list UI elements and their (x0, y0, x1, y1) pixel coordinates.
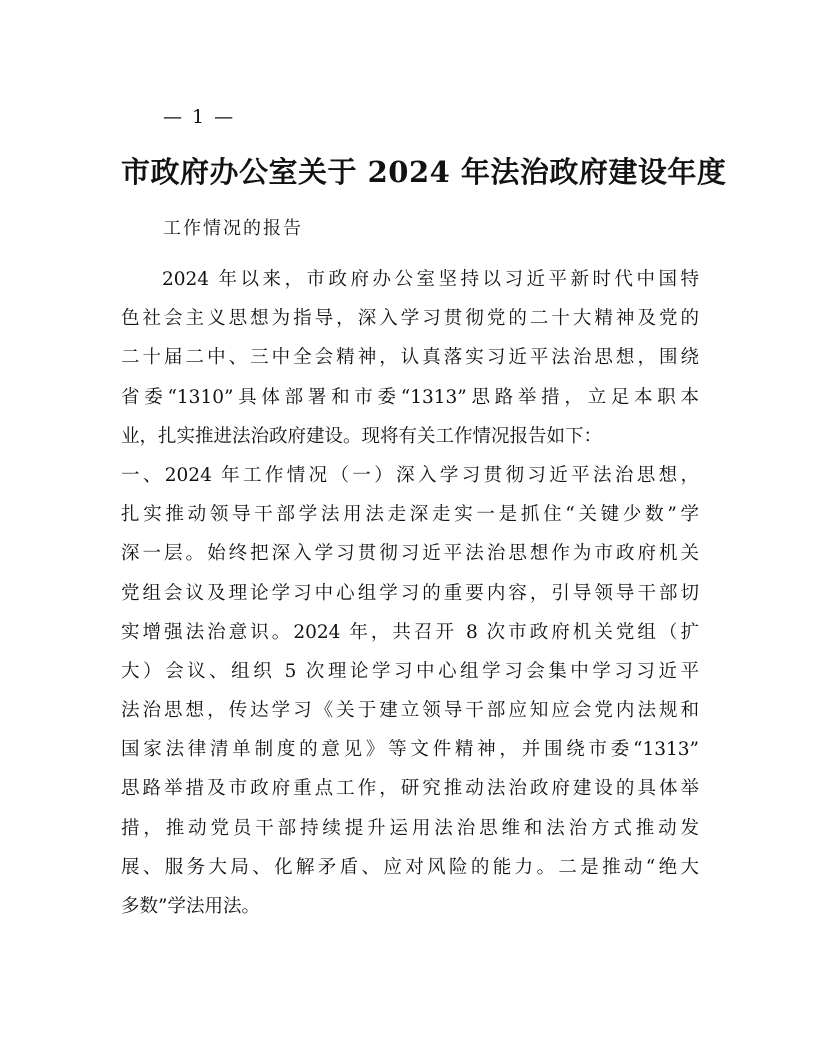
body-line: 展、服务大局、化解矛盾、应对风险的能力。二是推动“绝大 (121, 856, 699, 878)
body-line: 一、2024 年工作情况（一）深入学习贯彻习近平法治思想， (121, 464, 699, 486)
body-line: 多数”学法用法。 (121, 896, 260, 917)
body-line: 2024 年以来，市政府办公室坚持以习近平新时代中国特 (162, 269, 699, 290)
body-line: 法治思想，传达学习《关于建立领导干部应知应会党内法规和 (121, 700, 699, 722)
body-line: 省委“1310”具体部署和市委“1313”思路举措，立足本职本 (121, 386, 699, 408)
body-line: 大）会议、组织 5 次理论学习中心组学习会集中学习习近平 (121, 660, 699, 682)
body-line: 业，扎实推进法治政府建设。现将有关工作情况报告如下： (121, 425, 603, 447)
body-line: 深一层。始终把深入学习贯彻习近平法治思想作为市政府机关 (121, 543, 699, 565)
body-line: 二十届二中、三中全会精神，认真落实习近平法治思想，围绕 (121, 347, 699, 369)
body-line: 国家法律清单制度的意见》等文件精神，并围绕市委“1313” (121, 739, 699, 761)
body-line: 措，推动党员干部持续提升运用法治思维和法治方式推动发 (121, 817, 699, 839)
page-number: — 1 — (163, 106, 236, 128)
body-line: 思路举措及市政府重点工作，研究推动法治政府建设的具体举 (121, 778, 699, 800)
body-line: 实增强法治意识。2024 年，共召开 8 次市政府机关党组（扩 (121, 621, 699, 643)
body-line: 党组会议及理论学习中心组学习的重要内容，引导领导干部切 (121, 582, 699, 604)
body-line: 色社会主义思想为指导，深入学习贯彻党的二十大精神及党的 (121, 308, 699, 330)
body-line: 扎实推动领导干部学法用法走深走实一是抓住“关键少数”学 (121, 504, 699, 526)
document-subtitle: 工作情况的报告 (163, 218, 303, 239)
document-title: 市政府办公室关于 2024 年法治政府建设年度 (121, 155, 727, 189)
body-text (121, 260, 699, 926)
